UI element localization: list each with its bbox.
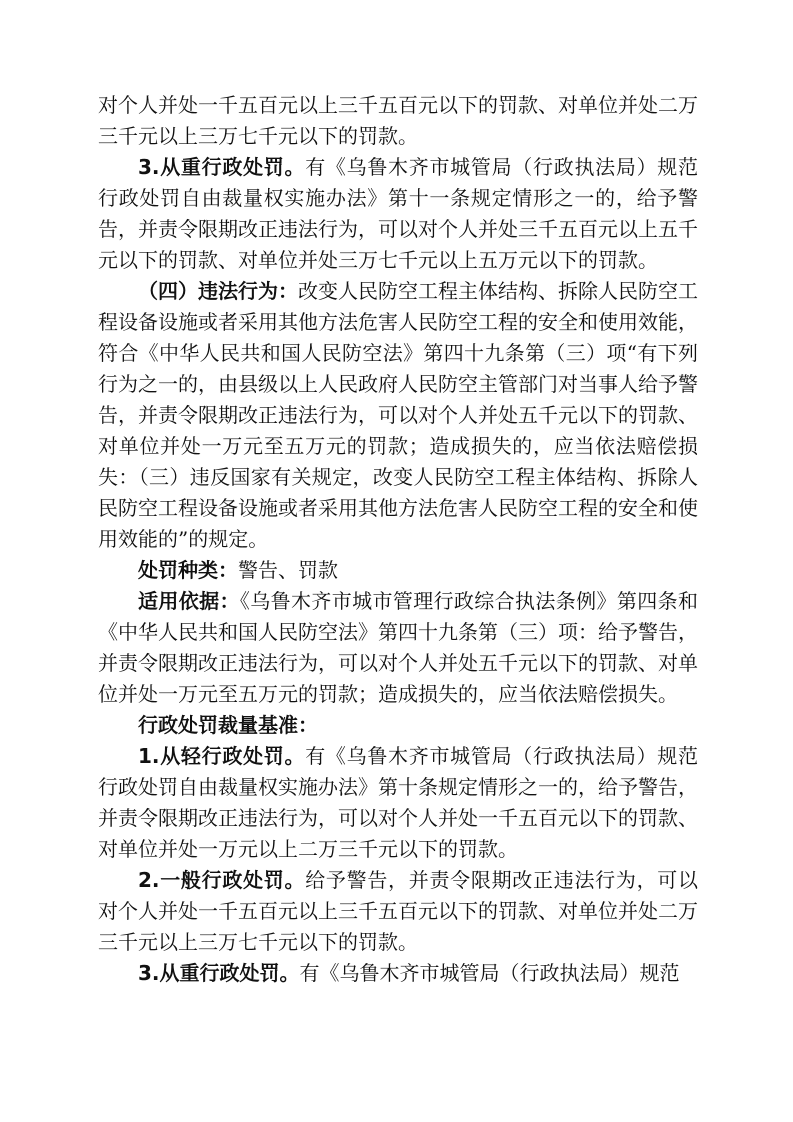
paragraph-text: 改变人民防空工程主体结构、拆除人民防空工程设备设施或者采用其他方法危害人民防空工程的安全和使用效能，符合《中华人民共和国人民防空法》第四十九条第（三）项“有下列行为之一的，由县级以上人民政府人民防空主管部门对当事人给予警告，并责令限期改正违法行为，可以对个人并处五千元以下的罚款、对单位并处一万元至五万元的罚款；造成损失的，应当依法赔偿损失：（三）违反国家有关规定，改变人民防空工程主体结构、拆除人民防空工程设备设施或者采用其他方法危害人民防空工程的安全和使用效能的”的规定。 bbox=[98, 279, 698, 551]
field-label: 处罚种类： bbox=[138, 558, 238, 582]
clause-heading: 2.一般行政处罚。 bbox=[138, 868, 306, 892]
document-page bbox=[98, 90, 698, 989]
paragraph-text: 给予警告，并责令限期改正违法行为，可以对个人并处一千五百元以上三千五百元以下的罚款、对单位并处二万三千元以上三万七千元以下的罚款。 bbox=[98, 868, 698, 954]
paragraph-1 bbox=[98, 90, 698, 152]
section-heading: （四）违法行为： bbox=[138, 279, 298, 303]
field-label: 适用依据： bbox=[138, 589, 240, 613]
clause-heading: 3.从重行政处罚。 bbox=[138, 961, 300, 985]
paragraph-9 bbox=[98, 958, 698, 989]
paragraph-3 bbox=[98, 276, 698, 555]
clause-heading: 1.从轻行政处罚。 bbox=[138, 744, 306, 768]
field-value: 《乌鲁木齐市城市管理行政综合执法条例》第四条和《中华人民共和国人民防空法》第四十九条第（三）项：给予警告，并责令限期改正违法行为，可以对个人并处五千元以下的罚款、对单位并处一万元至五万元的罚款；造成损失的，应当依法赔偿损失。 bbox=[98, 589, 699, 706]
paragraph-7 bbox=[98, 741, 698, 865]
paragraph-text: 有《乌鲁木齐市城管局（行政执法局）规范行政处罚自由裁量权实施办法》第十条规定情形之一的，给予警告，并责令限期改正违法行为，可以对个人并处一千五百元以下的罚款、对单位并处一万元以上二万三千元以下的罚款。 bbox=[98, 744, 698, 861]
clause-heading: 3.从重行政处罚。 bbox=[138, 155, 306, 179]
paragraph-6 bbox=[98, 710, 698, 741]
field-value: 警告、罚款 bbox=[238, 558, 338, 582]
paragraph-text: 有《乌鲁木齐市城管局（行政执法局）规范行政处罚自由裁量权实施办法》第十一条规定情形之一的，给予警告，并责令限期改正违法行为，可以对个人并处三千五百元以上五千元以下的罚款、对单位并处三万七千元以上五万元以下的罚款。 bbox=[98, 155, 698, 272]
paragraph-8 bbox=[98, 865, 698, 958]
paragraph-text: 对个人并处一千五百元以上三千五百元以下的罚款、对单位并处二万三千元以上三万七千元以下的罚款。 bbox=[98, 93, 698, 148]
paragraph-5 bbox=[98, 586, 698, 710]
paragraph-text: 有《乌鲁木齐市城管局（行政执法局）规范 bbox=[299, 961, 680, 985]
paragraph-2 bbox=[98, 152, 698, 276]
paragraph-4 bbox=[98, 555, 698, 586]
subsection-heading: 行政处罚裁量基准： bbox=[138, 713, 318, 737]
